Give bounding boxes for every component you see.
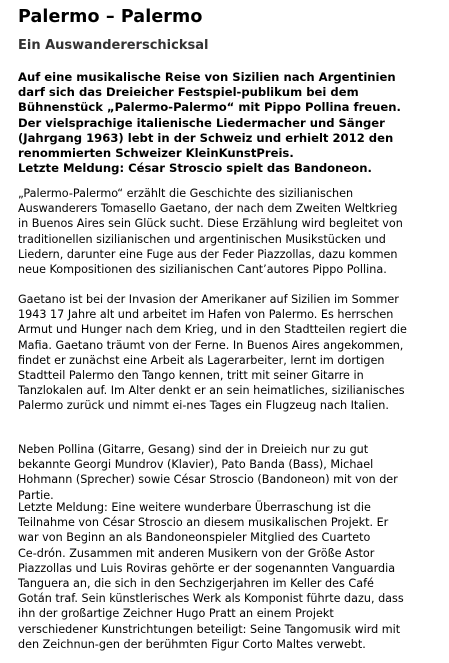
paragraph-line: Stadtteil Palermo den Tango kennen, tritt mit seiner Gitarre in [18, 369, 364, 383]
lead-line: (Jahrgang 1963) lebt in der Schweiz und erhielt 2012 den [18, 130, 394, 145]
lead-line: darf sich das Dreieicher Festspiel-publikum bei dem [18, 85, 359, 100]
paragraph-line: Auswanderers Tomasello Gaetano, der nach dem Zweiten Weltkrieg [18, 202, 398, 216]
paragraph-line: Partie. [18, 488, 54, 502]
lead-line: Letzte Meldung: César Stroscio spielt das Bandoneon. [18, 161, 372, 176]
paragraph-line: Neben Pollina (Gitarre, Gesang) sind der in Dreieich nur zu gut [18, 443, 369, 456]
body-paragraph-story [18, 186, 438, 277]
paragraph-line: verschiedener Kunstrichtungen beteiligt: Seine Tangomusik wird mit [18, 622, 401, 636]
body-paragraph-stroscio [18, 500, 438, 652]
paragraph-line: Mafia. Gaetano träumt von der Ferne. In Buenos Aires angekommen, [18, 338, 404, 352]
paragraph-line: Teilnahme von César Stroscio an diesem musikalischen Projekt. Er [18, 516, 389, 530]
lead-line: Bühnenstück „Palermo-Palermo“ mit Pippo Pollina freuen. [18, 100, 401, 115]
lead-line: Der vielsprachige italienische Liedermacher und Sänger [18, 115, 385, 130]
paragraph-line: „Palermo-Palermo“ erzählt die Geschichte des sizilianischen [18, 187, 354, 200]
paragraph-line: 1943 17 Jahre alt und arbeitet im Hafen von Palermo. Es herrschen [18, 308, 394, 322]
paragraph-line: Tanguera an, die sich in den Sechzigerjahren im Keller des Café [18, 577, 374, 591]
body-paragraph-gaetano [18, 292, 438, 414]
paragraph-line: Hohmann (Sprecher) sowie César Stroscio (Bandoneon) mit von der [18, 473, 398, 487]
paragraph-line: war von Beginn an als Bandoneonspieler Mitglied des Cuarteto [18, 531, 371, 545]
paragraph-line: Gotán traf. Sein künstlerisches Werk als Komponist führte dazu, dass [18, 592, 404, 606]
paragraph-line: Piazzollas und Luis Roviras gehörte er der sogenannten Vanguardia [18, 561, 396, 575]
paragraph-line: Tanzlokalen auf. Im Alter denkt er an sein heimatliches, sizilianisches [18, 384, 405, 398]
paragraph-line: Letzte Meldung: Eine weitere wunderbare Überraschung ist die [18, 501, 371, 514]
paragraph-line: Armut und Hunger nach dem Krieg, und in den Stadtteilen regiert die [18, 323, 407, 337]
paragraph-line: traditionellen sizilianischen und argentinischen Musikstücken und [18, 232, 386, 246]
paragraph-line: Liedern, darunter eine Fuge aus der Feder Piazzollas, dazu kommen [18, 247, 398, 261]
paragraph-line: Palermo zurück und nimmt ei-nes Tages ein Flugzeug nach Italien. [18, 399, 389, 413]
paragraph-line: in Buenos Aires sein Glück sucht. Diese Erzählung wird begleitet von [18, 217, 403, 231]
article-title: Palermo – Palermo [18, 7, 203, 27]
lead-line: renommierten Schweizer KleinKunstPreis. [18, 146, 294, 161]
paragraph-line: Gaetano ist bei der Invasion der Amerikaner auf Sizilien im Sommer [18, 293, 399, 306]
lead-paragraph [18, 70, 438, 176]
paragraph-line: findet er zunächst eine Arbeit als Lagerarbeiter, lernt im dortigen [18, 353, 385, 367]
paragraph-line: Ce-drón. Zusammen mit anderen Musikern von der Größe Astor [18, 546, 375, 560]
paragraph-line: ihn der großartige Zeichner Hugo Pratt an einem Projekt [18, 607, 334, 621]
paragraph-line: bekannte Georgi Mundrov (Klavier), Pato Banda (Bass), Michael [18, 458, 374, 472]
article-subtitle: Ein Auswandererschicksal [18, 38, 209, 53]
paragraph-line: den Zeichnun-gen der berühmten Figur Corto Maltes verwebt. [18, 637, 366, 651]
body-paragraph-cast [18, 442, 438, 503]
lead-line: Auf eine musikalische Reise von Sizilien nach Argentinien [18, 70, 396, 84]
paragraph-line: neue Kompositionen des sizilianischen Cant’autores Pippo Pollina. [18, 263, 387, 277]
